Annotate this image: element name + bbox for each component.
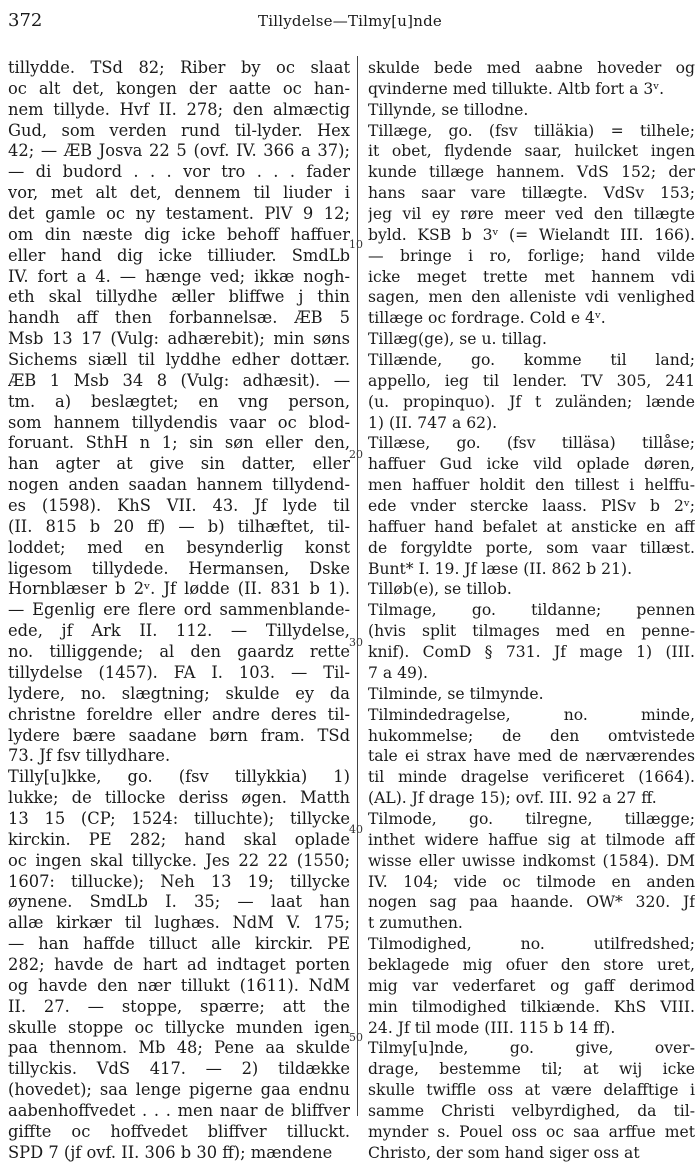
text-line: no. tilliggende; al den gaardz rette [8,642,350,662]
page-header [0,10,700,34]
text-line: nogen anden saadan hannem tillydend- [8,475,350,495]
text-line: 13 15 (CP; 1524: tilluchte); tillycke [8,808,350,828]
text-line: Christo, der som hand siger oss at [368,1143,640,1162]
text-line: SPD 7 (jf ovf. II. 306 b 30 ff); mændene [8,1142,333,1162]
text-line: ede, jf Ark II. 112. — Tillydelse, [8,621,350,641]
text-line: Tilmodighed, no. utilfredshed; [368,935,695,954]
text-line: byld. KSB b 3ᵛ (= Wielandt III. 166). [368,225,695,244]
line-number: 30 [349,636,363,649]
text-line: qvinderne med tillukte. Altb fort a 3ᵛ. [368,79,665,98]
text-line: Sichems siæll til lyddhe edher dottær. [8,350,350,370]
text-line: ÆB 1 Msb 34 8 (Vulg: adhæsit). — [8,370,350,390]
text-line: ligesom tillydede. Hermansen, Dske [8,558,350,578]
text-line: appello, ieg til lender. TV 305, 241 [368,371,695,390]
text-line: es (1598). KhS VII. 43. Jf lyde til [8,496,350,516]
text-line: aabenhoffvedet . . . men naar de bliffver [8,1100,350,1120]
text-line: oc alt det, kongen der aatte oc han- [8,78,350,98]
text-line: skulde bede med aabne hoveder og [368,59,695,77]
text-line: hukommelse; de den omtvistede [368,726,695,745]
column-divider [357,56,358,1116]
text-line: II. 27. — stoppe, spærre; att the [8,996,350,1016]
text-line: allæ kirkær til lughæs. NdM V. 175; [8,913,350,933]
text-line: Hornblæser b 2ᵛ. Jf lødde (II. 831 b 1). [8,579,350,599]
text-line: foruant. SthH n 1; sin søn eller den, [8,433,350,453]
line-number: 50 [349,1031,363,1044]
text-line: Tillynde, se tillodne. [368,100,529,119]
text-line: skulle twiffle oss at være delafftige i [368,1081,695,1100]
text-line: kunde tillæge hannem. VdS 152; der [368,163,695,182]
line-number: 10 [349,238,363,251]
text-line: haffuer Gud icke vild oplade døren, [368,455,695,474]
text-line: IV. fort a 4. — hænge ved; ikkæ nogh- [8,266,350,286]
text-line: handh aff then forbannelsæ. ÆB 5 [8,308,350,328]
text-line: mig var vederfaret og gaff derimod [368,976,695,995]
text-line: kirckin. PE 282; hand skal oplade [8,829,350,849]
text-line: nogen sag paa haande. OW* 320. Jf [368,893,695,912]
text-line: ede vnder stercke laass. PlSv b 2ᵛ; [368,497,695,516]
text-line: knif). ComD § 731. Jf mage 1) (III. [368,643,695,662]
text-line: (hvis split tilmages med en penne- [368,622,695,641]
text-line: — han haffde tilluct alle kirckir. PE [8,934,350,954]
text-line: loddet; med en besynderlig konst [8,537,350,557]
text-line: eller hand dig icke tilliuder. SmdLb [8,245,350,265]
text-line: tillydelse (1457). FA I. 103. — Til- [8,662,350,682]
text-line: — Egenlig ere flere ord sammenblande- [8,600,350,620]
text-line: tillæge oc fordrage. Cold e 4ᵛ. [368,309,606,328]
text-line: Tilminde, se tilmynde. [368,684,544,703]
text-line: hans saar vare tillægte. VdSv 153; [368,184,695,203]
text-line: nem tillyde. Hvf II. 278; den almæctig [8,99,350,119]
text-line: om din næste dig icke behoff haffuer [8,224,350,244]
text-line: Tillæse, go. (fsv tilläsa) tillåse; [368,434,695,453]
text-line: it obet, flydende saar, huilcket ingen [368,142,695,161]
text-line: han agter at give sin datter, eller [8,454,350,474]
text-line: samme Christi velbyrdighed, da til- [368,1101,695,1120]
right-column [368,58,695,1164]
text-line: Gud, som verden rund til-lyder. Hex [8,120,350,140]
running-head: Tillydelse—Tilmy[u]nde [258,12,442,30]
text-line: IV. 104; vide oc tilmode en anden [368,872,695,891]
text-line: inthet widere haffue sig at tilmode aff [368,830,695,849]
text-line: haffuer hand befalet at ansticke en aff [368,517,695,536]
text-line: de forgyldte porte, som vaar tillæst. [368,538,695,557]
text-line: christne foreldre eller andre deres til- [8,704,350,724]
page-number: 372 [8,10,43,31]
text-line: giffte oc hoffvedet bliffver tilluckt. [8,1121,350,1141]
text-line: (II. 815 b 20 ff) — b) tilhæftet, til- [8,516,350,536]
text-line: (AL). Jf drage 15); ovf. III. 92 a 27 ff. [368,789,657,808]
text-line: (hovedet); saa lenge pigerne gaa endnu [8,1080,350,1100]
text-line: eth skal tillydhe æller bliffwe j thin [8,287,350,307]
text-line: beklagede mig ofuer den store uret, [368,955,695,974]
text-line: tale ei strax have med de nærværendes [368,747,695,766]
text-line: 7 a 49). [368,663,429,682]
text-line: icke meget trette met hannem vdi [368,267,695,286]
text-line: Msb 13 17 (Vulg: adhærebit); min søns [8,329,350,349]
text-line: Tillæg(ge), se u. tillag. [368,330,547,349]
text-line: 42; — ÆB Josva 22 5 (ovf. IV. 366 a 37); [8,141,350,161]
text-line: Tillænde, go. komme til land; [368,351,695,370]
text-line: 1) (II. 747 a 62). [368,413,498,432]
text-line: Tilmode, go. tilregne, tillægge; [368,809,695,828]
text-line: jeg vil ey røre meer ved den tillægte [368,205,695,224]
text-line: til minde dragelse verificeret (1664). [368,768,695,787]
text-line: Bunt* I. 19. Jf læse (II. 862 b 21). [368,559,633,578]
text-line: 1607: tillucke); Neh 13 19; tillycke [8,871,350,891]
text-line: min tilmodighed tilkiænde. KhS VIII. [368,997,695,1016]
text-line: skulle stoppe oc tillycke munden igen [8,1017,350,1037]
text-line: øynene. SmdLb I. 35; — laat han [8,892,350,912]
text-line: tillyckis. VdS 417. — 2) tildække [8,1059,350,1079]
text-line: 282; havde de hart ad indtaget porten [8,954,350,974]
text-line: Tillæge, go. (fsv tilläkia) = tilhele; [368,121,695,140]
text-line: og havde den nær tillukt (1611). NdM [8,975,350,995]
text-line: lydere bære saadane børn fram. TSd [8,725,350,745]
text-line: Tilmindedragelse, no. minde, [368,705,695,724]
text-line: drage, bestemme til; at wij icke [368,1060,695,1079]
text-line: men haffuer holdit den tillest i helffu- [368,476,695,495]
text-line: sagen, men den alleniste vdi venlighed [368,288,695,307]
line-number: 20 [349,448,363,461]
text-line: Tilly[u]kke, go. (fsv tillykkia) 1) [8,767,350,787]
text-line: 73. Jf fsv tillydhare. [8,746,171,766]
text-line: tm. a) beslægtet; en vng person, [8,391,350,411]
text-line: som hannem tillydendis vaar oc blod- [8,412,350,432]
text-line: t zumuthen. [368,914,463,933]
text-line: Tilmage, go. tildanne; pennen [368,601,695,620]
text-line: mynder s. Pouel oss oc saa arffue met [368,1122,695,1141]
line-number: 40 [349,823,363,836]
text-line: lydere, no. slægtning; skulde ey da [8,683,350,703]
text-line: vor, met alt det, dennem til liuder i [8,183,350,203]
text-line: (u. propinquo). Jf t zuländen; lænde [368,392,695,411]
text-line: — bringe i ro, forlige; hand vilde [368,246,695,265]
text-line: — di budord . . . vor tro . . . fader [8,162,350,182]
text-line: det gamle oc ny testament. PlV 9 12; [8,204,350,224]
text-line: 24. Jf til mode (III. 115 b 14 ff). [368,1018,616,1037]
text-line: tillydde. TSd 82; Riber by oc slaat [8,58,350,77]
left-column [8,58,350,1164]
text-line: Tilløb(e), se tillob. [368,580,512,599]
text-line: paa thennom. Mb 48; Pene aa skulde [8,1038,350,1058]
text-line: oc ingen skal tillycke. Jes 22 22 (1550; [8,850,350,870]
text-line: wisse eller uwisse indkomst (1584). DM [368,851,695,870]
text-line: lukke; de tillocke deriss øgen. Matth [8,788,350,808]
text-line: Tilmy[u]nde, go. give, over- [368,1039,695,1058]
